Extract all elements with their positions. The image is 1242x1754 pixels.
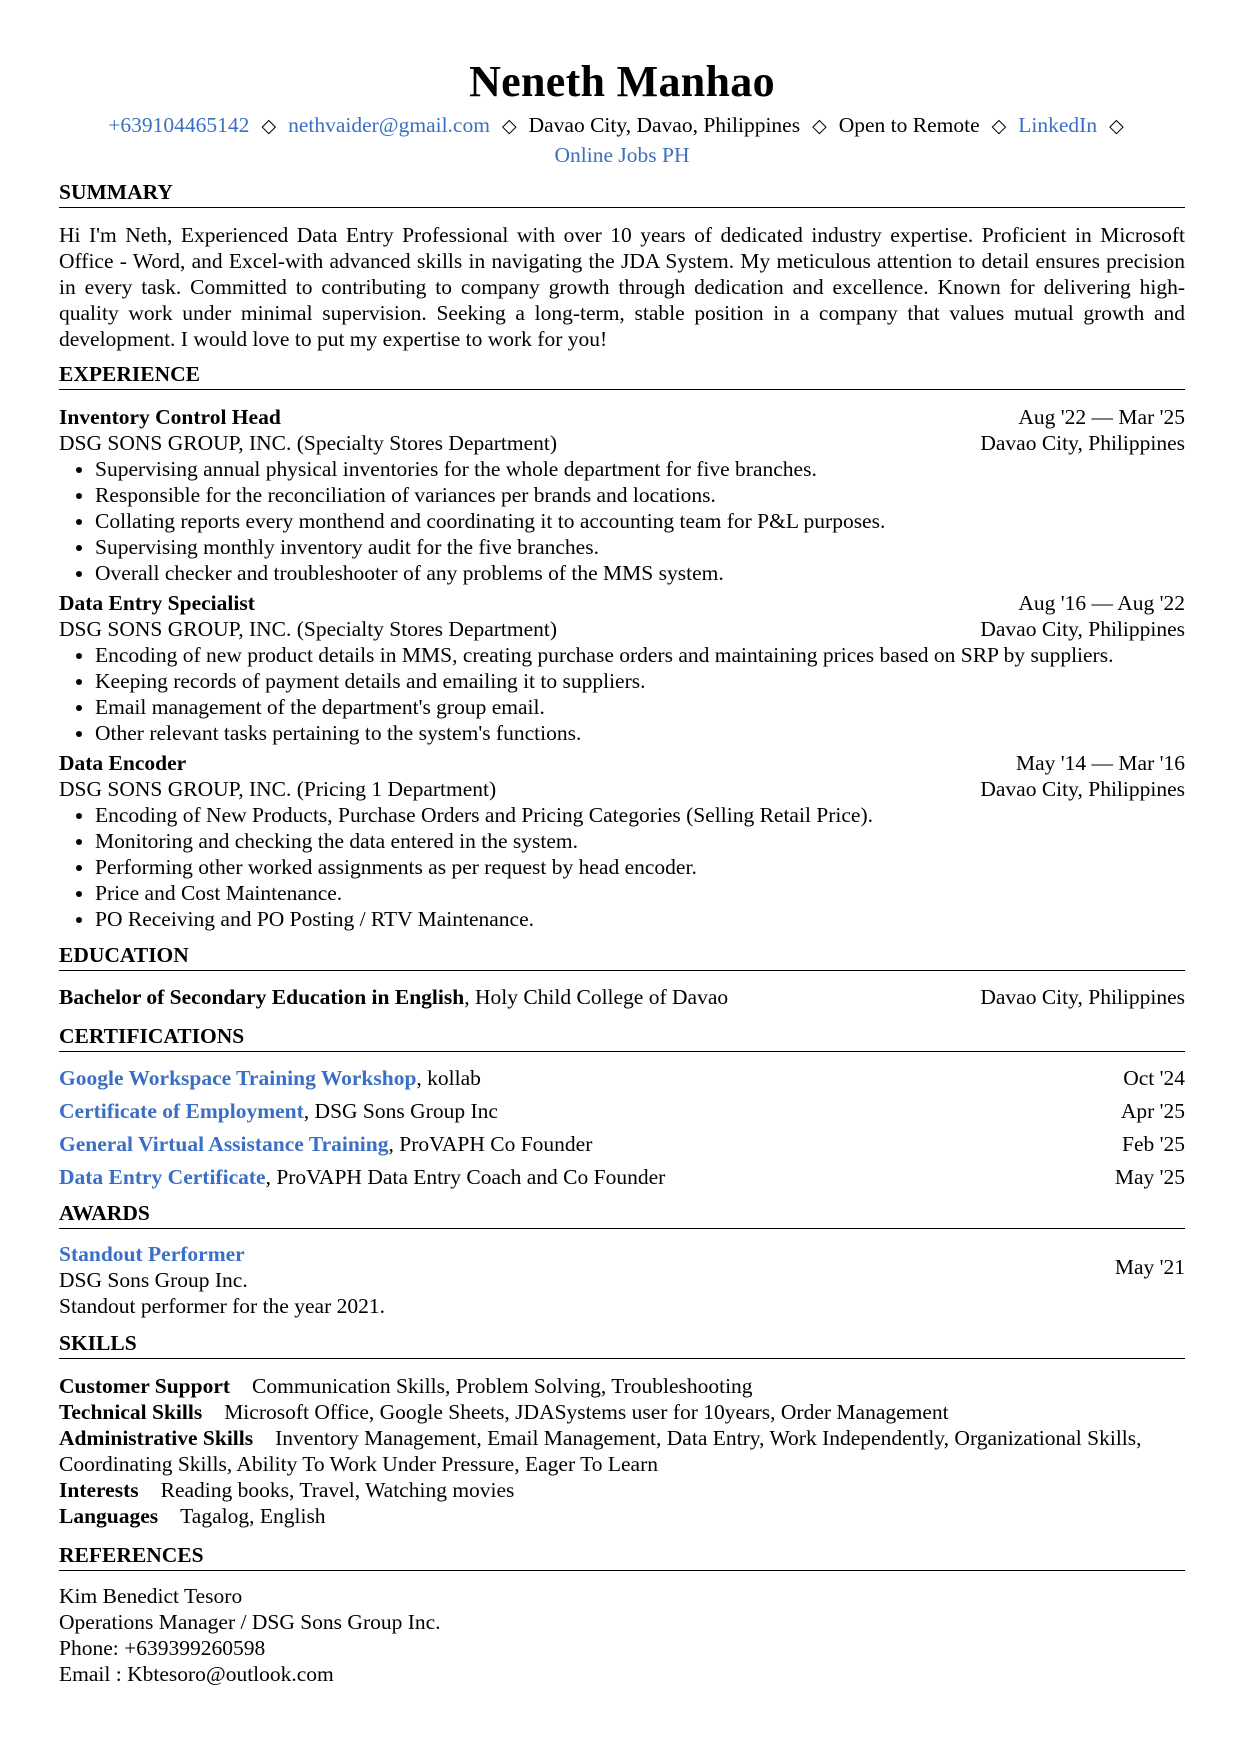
job-bullets — [59, 456, 1185, 586]
reference-title: Operations Manager / DSG Sons Group Inc. — [59, 1610, 441, 1634]
cert-issuer: , kollab — [416, 1065, 481, 1090]
list-item: • Collating reports every monthend and coordinating it to accounting team for P&L purposes. — [95, 508, 1185, 534]
cert-date: Oct '24 — [1123, 1065, 1185, 1090]
job-dates: May '14 — Mar '16 — [1016, 751, 1185, 775]
remote-text: Open to Remote — [838, 113, 980, 137]
separator-icon: ◇ — [1109, 116, 1124, 137]
certifications-heading: CERTIFICATIONS — [59, 1023, 1185, 1052]
list-item: • Encoding of new product details in MMS, creating purchase orders and maintaining prices based on SRP by suppliers. — [95, 642, 1185, 668]
list-item: • Other relevant tasks pertaining to the system's functions. — [95, 720, 1185, 746]
job-3 — [59, 750, 1185, 932]
job-company: DSG SONS GROUP, INC. (Specialty Stores Department) — [59, 617, 558, 641]
job-location: Davao City, Philippines — [980, 777, 1185, 801]
list-item: • Monitoring and checking the data entered in the system. — [95, 828, 1185, 854]
job-2 — [59, 590, 1185, 746]
references-heading: REFERENCES — [59, 1542, 1185, 1571]
candidate-name: Neneth Manhao — [469, 57, 775, 106]
skill-value: Tagalog, English — [180, 1504, 326, 1528]
list-item: • Keeping records of payment details and emailing it to suppliers. — [95, 668, 1185, 694]
summary-heading: SUMMARY — [59, 179, 1185, 208]
cert-issuer: , DSG Sons Group Inc — [303, 1098, 498, 1123]
phone-link[interactable]: +639104465142 — [108, 113, 250, 137]
cert-link[interactable]: Google Workspace Training Workshop — [59, 1065, 417, 1090]
list-item: • Supervising annual physical inventories for the whole department for five branches. — [95, 456, 1185, 482]
summary-text: Hi I'm Neth, Experienced Data Entry Professional with over 10 years of dedicated industry expertise. Proficient in Microsoft Office - Word, and Excel-with advanced skills in navigating the JDA System. My meticulous attention to detail ensures precision in every task. Committed to contributing to company growth through dedication and excellence. Known for delivering high-quality work under minimal supervision. Seeking a long-term, stable position in a company that values mutual growth and development. I would love to put my expertise to work for you! — [59, 223, 1185, 351]
job-bullets — [59, 642, 1185, 746]
list-item: • Encoding of New Products, Purchase Orders and Pricing Categories (Selling Retail Price). — [95, 802, 1185, 828]
list-item: • Supervising monthly inventory audit for the five branches. — [95, 534, 1185, 560]
degree: Bachelor of Secondary Education in English — [59, 985, 465, 1009]
linkedin-link[interactable]: LinkedIn — [1018, 113, 1098, 137]
skill-value: Inventory Management, Email Management, Data Entry, Work Independently, Organizational Skills, Coordinating Skills, Ability To Work Under Pressure, Eager To Learn — [59, 1426, 1142, 1476]
separator-icon: ◇ — [991, 116, 1007, 137]
onlinejobs-link[interactable]: Online Jobs PH — [554, 143, 690, 167]
award-entry — [59, 1241, 1185, 1319]
job-location: Davao City, Philippines — [980, 617, 1185, 641]
skill-label: Technical Skills — [59, 1400, 203, 1424]
award-org: DSG Sons Group Inc. — [59, 1268, 248, 1292]
skill-value: Microsoft Office, Google Sheets, JDASystems user for 10years, Order Management — [224, 1400, 949, 1424]
separator-icon: ◇ — [812, 116, 827, 137]
experience-heading: EXPERIENCE — [59, 361, 1185, 390]
skills-list — [59, 1373, 1185, 1529]
job-dates: Aug '16 — Aug '22 — [1018, 591, 1185, 615]
job-location: Davao City, Philippines — [980, 431, 1185, 455]
list-item: • Price and Cost Maintenance. — [95, 880, 1185, 906]
cert-link[interactable]: General Virtual Assistance Training — [59, 1131, 389, 1156]
reference-name: Kim Benedict Tesoro — [59, 1584, 243, 1608]
list-item: • Overall checker and troubleshooter of any problems of the MMS system. — [95, 560, 1185, 586]
separator-icon: ◇ — [501, 116, 517, 137]
list-item — [59, 1503, 1185, 1529]
education-heading: EDUCATION — [59, 942, 1185, 971]
list-item — [59, 1373, 1185, 1399]
job-role: Data Encoder — [59, 751, 187, 775]
cert-link[interactable]: Data Entry Certificate — [59, 1164, 266, 1189]
job-company: DSG SONS GROUP, INC. (Specialty Stores Department) — [59, 431, 558, 455]
education-location: Davao City, Philippines — [980, 985, 1185, 1009]
list-item — [59, 1425, 1185, 1477]
skill-value: Communication Skills, Problem Solving, Troubleshooting — [252, 1374, 753, 1398]
skill-value: Reading books, Travel, Watching movies — [160, 1478, 515, 1502]
list-item: • Email management of the department's group email. — [95, 694, 1185, 720]
skill-label: Customer Support — [59, 1374, 231, 1398]
skill-label: Languages — [59, 1504, 159, 1528]
award-link[interactable]: Standout Performer — [59, 1242, 245, 1266]
list-item: • PO Receiving and PO Posting / RTV Maintenance. — [95, 906, 1185, 932]
awards-heading: AWARDS — [59, 1200, 1185, 1229]
contact-line — [59, 111, 1185, 170]
job-dates: Aug '22 — Mar '25 — [1018, 405, 1185, 429]
reference-phone: Phone: +639399260598 — [59, 1636, 266, 1660]
job-1 — [59, 404, 1185, 586]
education-entry — [59, 984, 1185, 1010]
reference-email: Email : Kbtesoro@outlook.com — [59, 1662, 334, 1686]
email-link[interactable]: nethvaider@gmail.com — [288, 113, 490, 137]
cert-date: Apr '25 — [1120, 1098, 1185, 1123]
cert-date: Feb '25 — [1122, 1131, 1185, 1156]
school: , Holy Child College of Davao — [464, 985, 729, 1009]
job-role: Inventory Control Head — [59, 405, 281, 429]
cert-date: May '25 — [1114, 1164, 1185, 1189]
list-item — [59, 1127, 1185, 1160]
list-item — [59, 1477, 1185, 1503]
separator-icon: ◇ — [261, 116, 277, 137]
skills-heading: SKILLS — [59, 1330, 1185, 1359]
cert-link[interactable]: Certificate of Employment — [59, 1098, 304, 1123]
certifications-list — [59, 1061, 1185, 1193]
cert-issuer: , ProVAPH Data Entry Coach and Co Founder — [265, 1164, 666, 1189]
list-item — [59, 1094, 1185, 1127]
cert-issuer: , ProVAPH Co Founder — [388, 1131, 593, 1156]
skill-label: Interests — [59, 1478, 139, 1502]
list-item — [59, 1160, 1185, 1193]
list-item: • Performing other worked assignments as per request by head encoder. — [95, 854, 1185, 880]
job-company: DSG SONS GROUP, INC. (Pricing 1 Department) — [59, 777, 497, 801]
job-role: Data Entry Specialist — [59, 591, 255, 615]
award-desc: Standout performer for the year 2021. — [59, 1294, 385, 1318]
list-item — [59, 1399, 1185, 1425]
location-text: Davao City, Davao, Philippines — [528, 113, 801, 137]
job-bullets — [59, 802, 1185, 932]
list-item: • Responsible for the reconciliation of variances per brands and locations. — [95, 482, 1185, 508]
list-item — [59, 1061, 1185, 1094]
reference-entry — [59, 1583, 1185, 1687]
skill-label: Administrative Skills — [59, 1426, 254, 1450]
award-date: May '21 — [1114, 1255, 1185, 1279]
